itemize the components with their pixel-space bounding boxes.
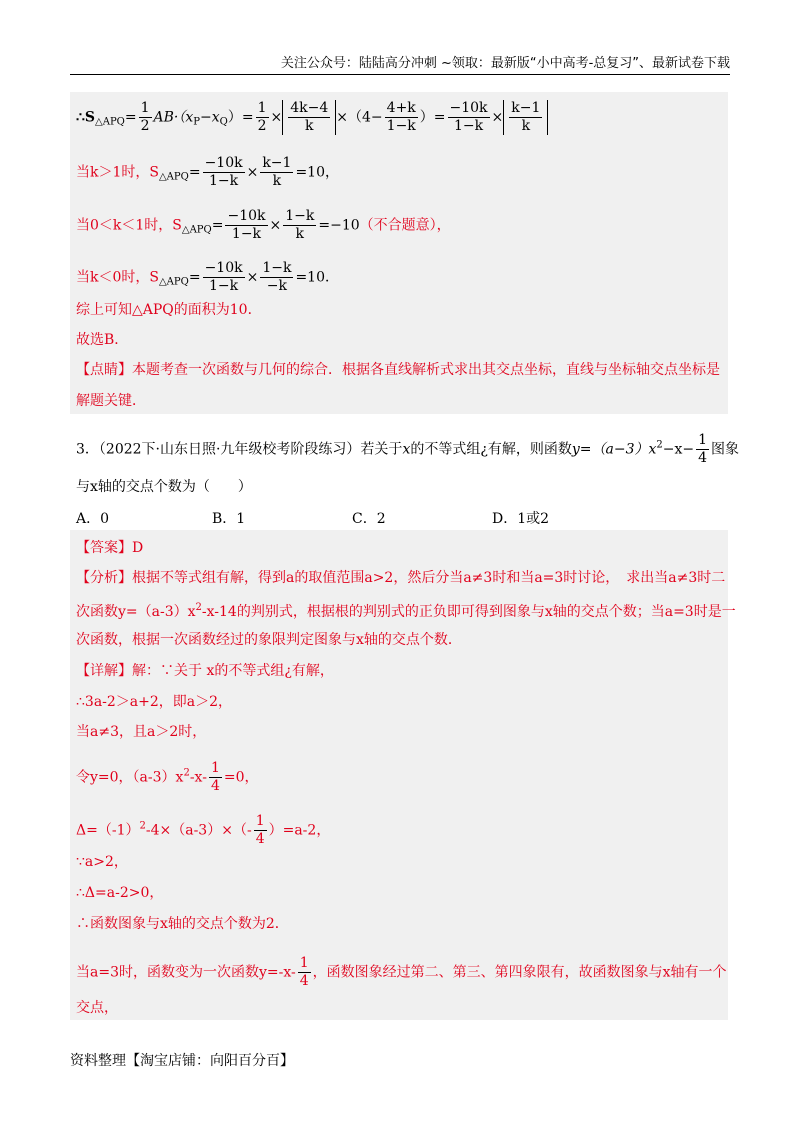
fraction xyxy=(139,100,152,135)
text: = xyxy=(124,109,137,126)
text: 当k＞1时，S xyxy=(76,164,159,181)
text: 当a=3时，函数变为一次函数y=-x- xyxy=(76,964,296,981)
fraction xyxy=(283,208,316,243)
detail-9 xyxy=(76,955,727,990)
numerator: −10k xyxy=(204,260,243,276)
text: =10． xyxy=(295,269,339,286)
denominator: 1−k xyxy=(386,118,416,134)
detail-10: 交点， xyxy=(76,1000,118,1016)
page-header: 关注公众号：陆陆高分冲刺 ~领取：最新版“小中高考-总复习”、最新试卷下载 xyxy=(70,52,730,75)
text: 2 xyxy=(183,767,190,779)
text: 2 xyxy=(656,439,663,451)
area-formula-line xyxy=(76,100,548,135)
text: 2 xyxy=(195,602,202,613)
fraction xyxy=(288,100,330,135)
text: × xyxy=(270,109,283,126)
text: × xyxy=(491,109,504,126)
detail-2: ∴3a-2＞a+2，即a＞2， xyxy=(76,694,233,710)
fraction xyxy=(696,432,709,467)
key-point xyxy=(76,360,720,380)
text: = xyxy=(188,164,201,181)
numerator: 1 xyxy=(698,432,708,448)
denominator: k xyxy=(305,118,314,134)
detail-8: ∴函数图象与x轴的交点个数为2． xyxy=(76,916,289,932)
numerator: 4+k xyxy=(386,100,416,116)
fraction xyxy=(260,155,293,190)
question-3-cont: 与x轴的交点个数为（ ） xyxy=(76,479,252,495)
case-0-lt-k-lt-1 xyxy=(76,208,451,243)
text: 当0＜k＜1时，S xyxy=(76,217,182,234)
text: =0， xyxy=(223,769,259,786)
denominator: −k xyxy=(266,278,287,294)
fraction xyxy=(203,155,245,190)
denominator: 4 xyxy=(210,778,220,794)
fraction xyxy=(225,208,267,243)
fraction xyxy=(254,813,267,848)
text: = xyxy=(211,217,224,234)
case-k-lt-0 xyxy=(76,260,339,295)
text: 3．（2022下·山东日照·九年级校考阶段练习）若关于 xyxy=(76,441,403,458)
option-c: C．2 xyxy=(352,511,386,527)
text: 的不等式组¿有解，则函数 xyxy=(410,441,572,458)
text: 次函数y=（a-3）x xyxy=(76,604,196,620)
denominator: k xyxy=(521,118,531,134)
numerator: −10k xyxy=(227,208,266,224)
text: ，函数图象经过第二、第三、第四象限有，故函数图象与x轴有一个 xyxy=(312,964,727,981)
text: ×（4− xyxy=(336,109,383,126)
text: y=（a−3）x xyxy=(571,441,657,458)
detail-3: 当a≠3，且a＞2时， xyxy=(76,724,207,740)
text: =10， xyxy=(295,164,339,181)
text: △APQ xyxy=(158,276,189,288)
text: -x-14的判别式，根据根的判别式的正负即可得到图象与x轴的交点个数；当a=3时是一 xyxy=(201,604,736,620)
denominator: 2 xyxy=(257,118,267,134)
numerator: k−1 xyxy=(511,100,541,116)
denominator: 2 xyxy=(140,118,150,134)
text: 图象 xyxy=(711,441,740,458)
numerator: 1 xyxy=(255,813,265,829)
tag: 【点睛】 xyxy=(76,362,132,378)
numerator: 1−k xyxy=(285,208,315,224)
fraction xyxy=(448,100,490,135)
denominator: 4 xyxy=(255,831,265,847)
option-d: D．1或2 xyxy=(492,511,550,527)
text: 本题考查一次函数与几何的综合．根据各直线解析式求出其交点坐标，直线与坐标轴交点坐标是 xyxy=(132,362,720,378)
detail-5 xyxy=(76,813,330,848)
analysis-2 xyxy=(76,598,736,622)
text: △APQ xyxy=(95,116,125,128)
choose-answer: 故选B． xyxy=(76,332,129,348)
detail-1: 【详解】解：∵关于 x的不等式组¿有解， xyxy=(76,663,334,679)
text: AB·（x xyxy=(153,109,194,126)
case-k-gt-1 xyxy=(76,155,339,190)
denominator: k xyxy=(295,226,305,242)
text: −x xyxy=(200,109,220,126)
text: 2 xyxy=(139,820,146,832)
text: （不合题意）， xyxy=(359,217,451,234)
text: ）=a-2， xyxy=(268,822,331,839)
text: 令y=0，（a-3）x xyxy=(76,769,184,786)
text: x xyxy=(402,441,411,458)
denominator: k xyxy=(272,173,282,189)
text: Q xyxy=(219,116,228,128)
numerator: −10k xyxy=(204,155,243,171)
text: △APQ xyxy=(181,224,212,236)
fraction xyxy=(298,955,311,990)
fraction xyxy=(203,260,245,295)
denominator: 4 xyxy=(698,450,708,466)
fraction xyxy=(256,100,269,135)
text: 当k＜0时，S xyxy=(76,269,159,286)
denominator: 1−k xyxy=(231,226,262,242)
detail-7: ∴Δ=a-2>0， xyxy=(76,885,164,901)
text: ）= xyxy=(419,109,446,126)
text: ）= xyxy=(227,109,254,126)
text: = xyxy=(188,269,201,286)
numerator: 1 xyxy=(257,100,267,116)
denominator: 1−k xyxy=(209,278,239,294)
numerator: 1 xyxy=(140,100,150,116)
text: −x− xyxy=(662,441,695,458)
conclusion: 综上可知△APQ的面积为10． xyxy=(76,302,262,318)
analysis-1: 【分析】根据不等式组有解，得到a的取值范围a>2，然后分当a≠3时和当a=3时讨论， 求出当a≠3时二 xyxy=(76,570,726,586)
numerator: 1 xyxy=(210,760,220,776)
text: × xyxy=(246,164,259,181)
numerator: 1−k xyxy=(262,260,292,276)
numerator: 1 xyxy=(299,955,309,971)
option-a: A．0 xyxy=(76,511,110,527)
text: =−10 xyxy=(318,217,360,234)
denominator: 1−k xyxy=(453,118,484,134)
absolute-value xyxy=(503,100,548,135)
text: × xyxy=(269,217,282,234)
numerator: k−1 xyxy=(262,155,292,171)
question-3 xyxy=(76,432,739,467)
numerator: 4k−4 xyxy=(290,100,329,116)
fraction xyxy=(509,100,542,135)
denominator: 4 xyxy=(299,973,309,989)
text: ∴S xyxy=(76,109,96,126)
text: Δ=（-1） xyxy=(76,822,140,839)
numerator: −10k xyxy=(449,100,488,116)
text: P xyxy=(193,116,201,128)
option-b: B．1 xyxy=(212,511,246,527)
text: △APQ xyxy=(158,171,189,183)
analysis-3: 次函数，根据一次函数经过的象限判定图象与x轴的交点个数． xyxy=(76,632,462,648)
fraction xyxy=(385,100,418,135)
detail-6: ∵a>2， xyxy=(76,854,128,870)
key-point-cont: 解题关键． xyxy=(76,393,146,409)
detail-4 xyxy=(76,760,259,795)
absolute-value xyxy=(282,100,336,135)
text: -4×（a-3）×（- xyxy=(145,822,252,839)
text: × xyxy=(246,269,259,286)
answer-line: 【答案】D xyxy=(76,540,144,556)
page-footer: 资料整理【淘宝店铺：向阳百分百】 xyxy=(70,1053,294,1069)
fraction xyxy=(260,260,293,295)
fraction xyxy=(209,760,222,795)
text: -x- xyxy=(189,769,207,786)
denominator: 1−k xyxy=(209,173,239,189)
